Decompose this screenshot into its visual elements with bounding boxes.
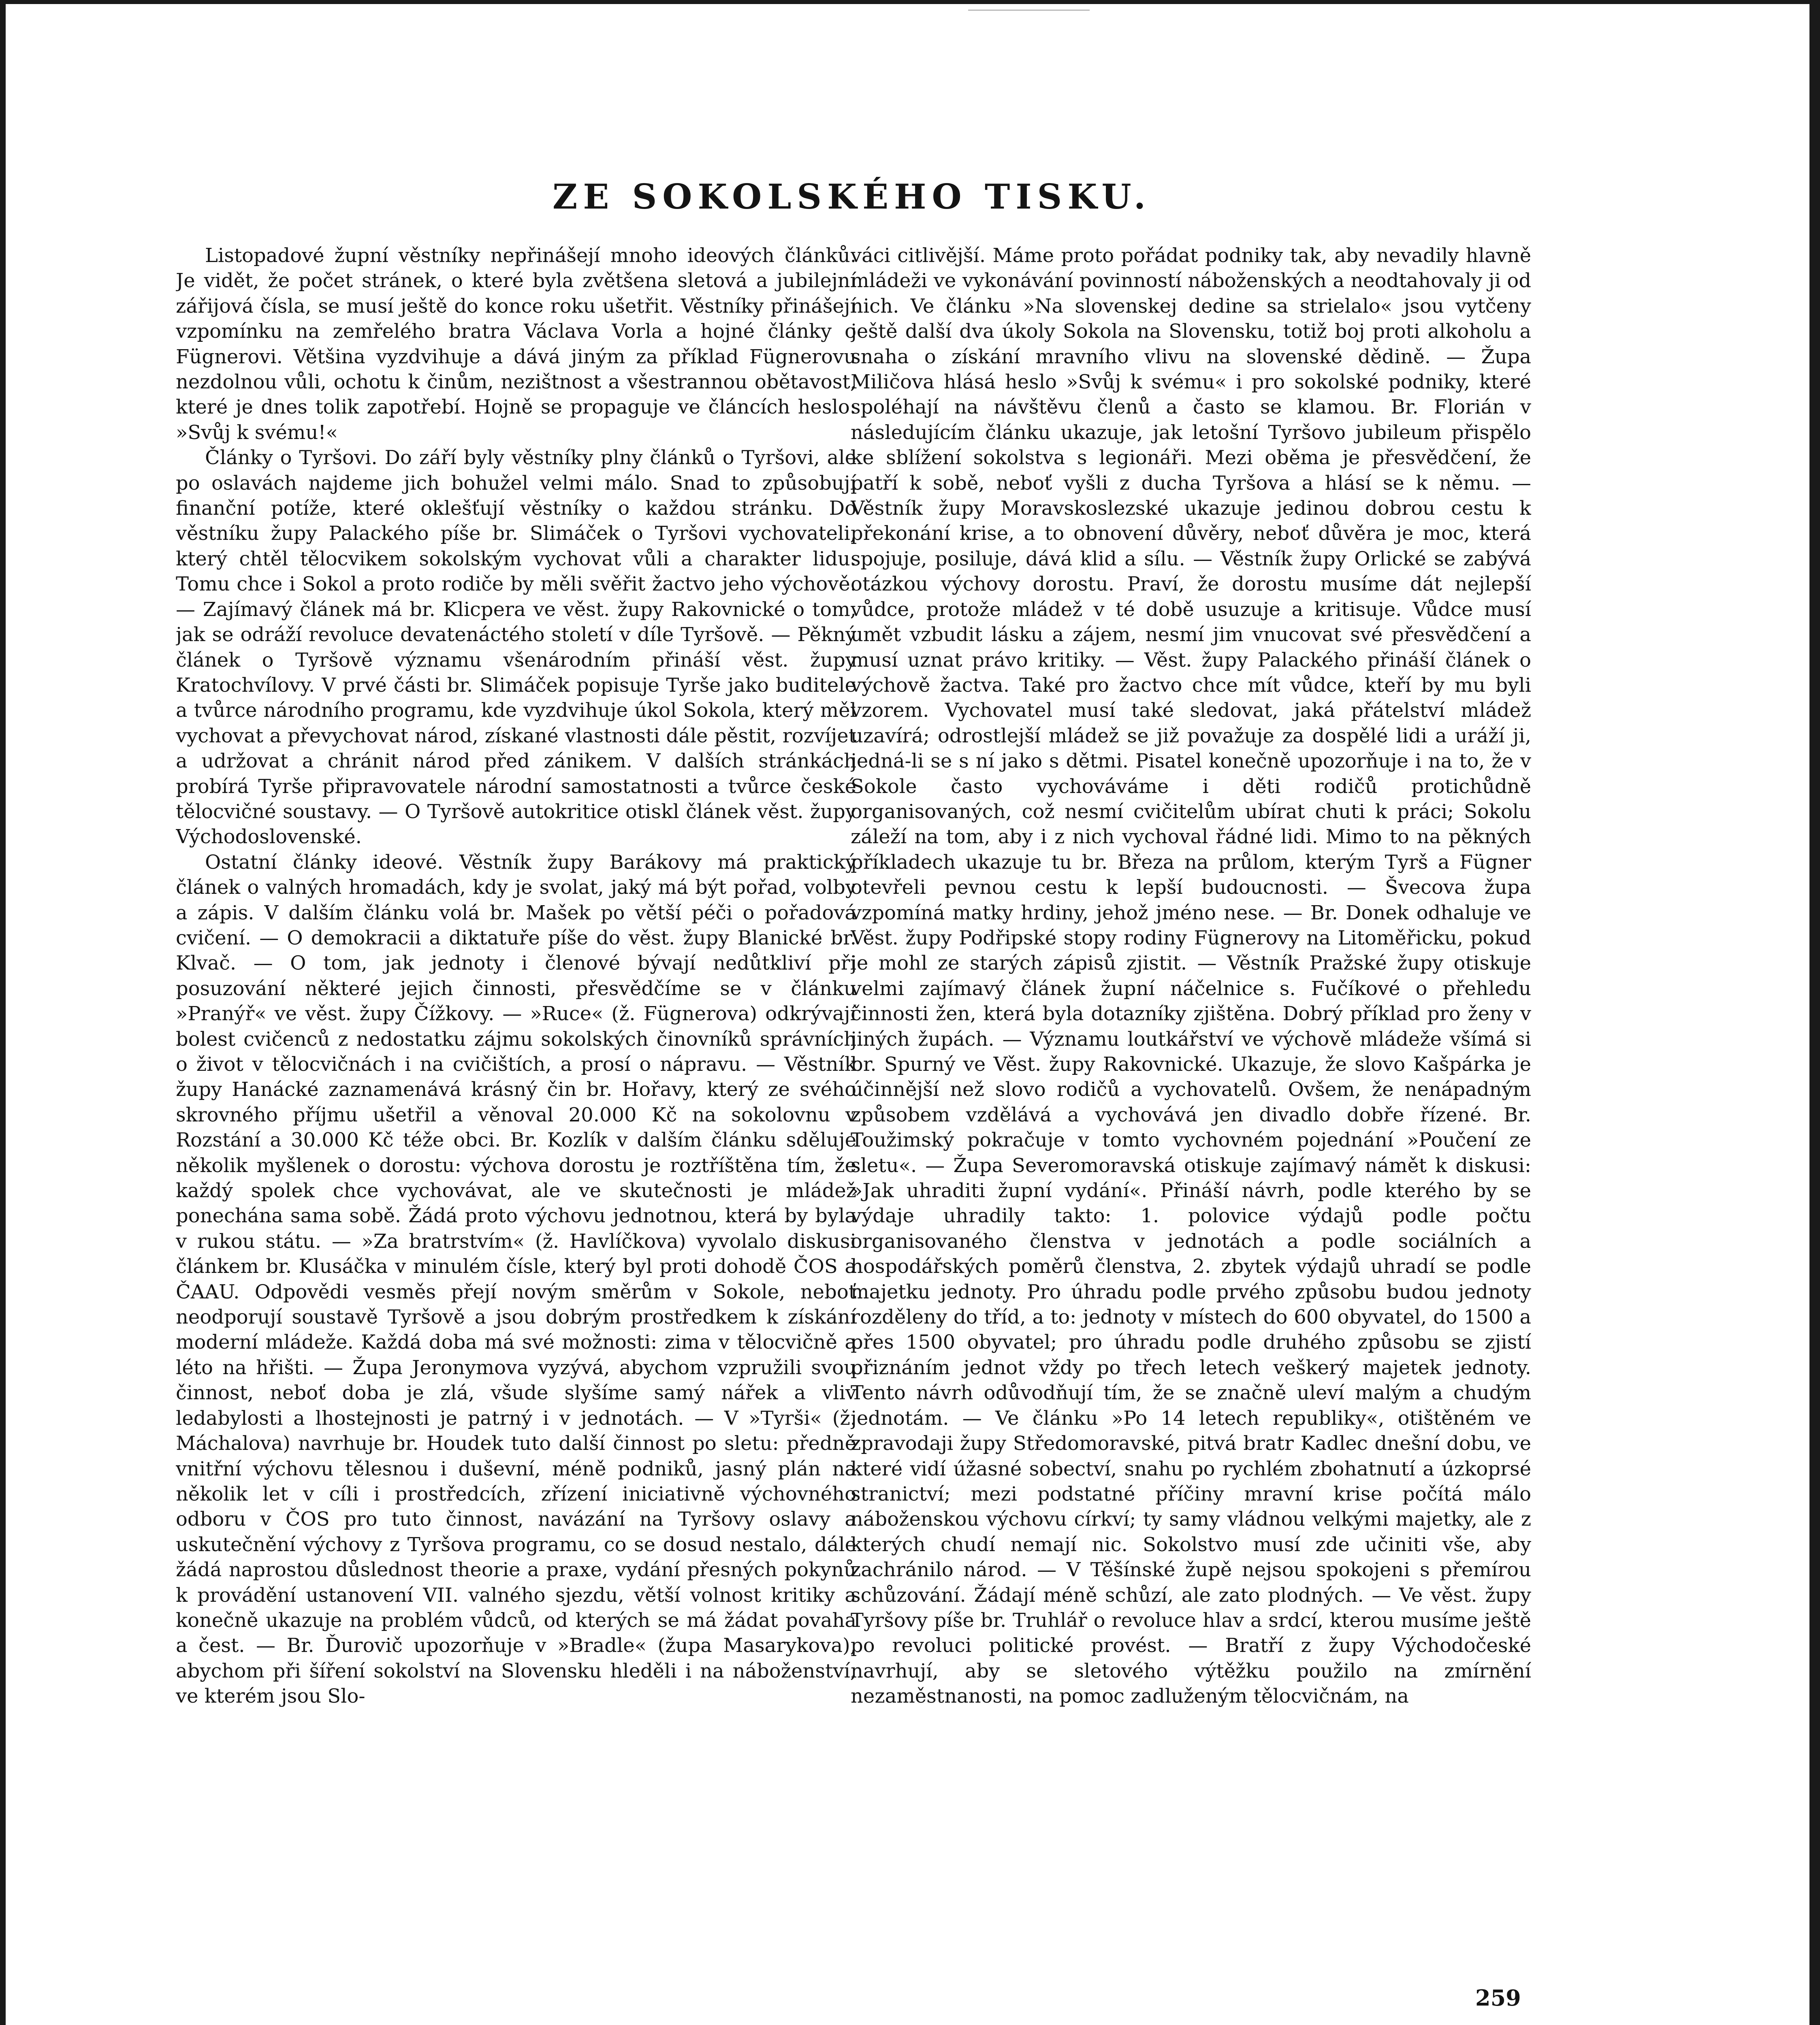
paragraph: Listopadové župní věstníky nepřinášejí mnoho ideových článků. Je vidět, že počet stránek, o které byla zvětšena sletová a jubilejní zářijová čísla, se musí ještě do konce roku ušetřit. Věstníky přinášejí vzpomínku na zemřelého bratra Václava Vorla a hojné články o Fügnerovi. Většina vyzdvihuje a dává jiným za příklad Fügnerovu nezdolnou vůli, ochotu k činům, nezištnost a všestrannou obětavost, které je dnes tolik zapotřebí. Hojně se propaguje ve článcích heslo: »Svůj k svému!« bbox=[176, 244, 856, 444]
left-column bbox=[176, 243, 856, 1968]
paragraph: Články o Tyršovi. Do září byly věstníky plny článků o Tyršovi, ale po oslavách najdeme jich bohužel velmi málo. Snad to způsobují finanční potíže, které oklešťují věstníky o každou stránku. Do věstníku župy Palackého píše br. Slimáček o Tyršovi vychovateli, který chtěl tělocvikem sokolským vychovat vůli a charakter lidu. Tomu chce i Sokol a proto rodiče by měli svěřit žactvo jeho výchově. — Zajímavý článek má br. Klicpera ve věst. župy Rakovnické o tom, jak se odráží revoluce devatenáctého století v díle Tyršově. — Pěkný článek o Tyršově významu všenárodním přináší věst. župy Kratochvílovy. V prvé části br. Slimáček popisuje Tyrše jako buditele a tvůrce národního programu, kde vyzdvihuje úkol Sokola, který měl vychovat a převychovat národ, získané vlastnosti dále pěstit, rozvíjet a udržovat a chránit národ před zánikem. V dalších stránkách probírá Tyrše připravovatele národní samostatnosti a tvůrce české tělocvičné soustavy. — O Tyršově autokritice otiskl článek věst. župy Východoslovenské. bbox=[176, 446, 856, 848]
page-number: 259 bbox=[1475, 1985, 1521, 2011]
paragraph: Ostatní články ideové. Věstník župy Barákovy má praktický článek o valných hromadách, kdy je svolat, jaký má být pořad, volby a zápis. V dalším článku volá br. Mašek po větší péči o pořadová cvičení. — O demokracii a diktatuře píše do věst. župy Blanické br. Klvač. — O tom, jak jednoty i členové bývají nedůtkliví při posuzování některé jejich činnosti, přesvědčíme se v článku »Pranýř« ve věst. župy Čížkovy. — »Ruce« (ž. Fügnerova) odkrývají bolest cvičenců z nedostatku zájmu sokolských činovníků správních o život v tělocvičnách i na cvičištích, a prosí o nápravu. — Věstník župy Hanácké zaznamenává krásný čin br. Hořavy, který ze svého skrovného příjmu ušetřil a věnoval 20.000 Kč na sokolovnu v Rozstání a 30.000 Kč téže obci. Br. Kozlík v dalším článku sděluje několik myšlenek o dorostu: výchova dorostu je roztříštěna tím, že každý spolek chce vychovávat, ale ve skutečnosti je mládež ponechána sama sobě. Žádá proto výchovu jednotnou, která by byla v rukou státu. — »Za bratrstvím« (ž. Havlíčkova) vyvolalo diskusi článkem br. Klusáčka v minulém čísle, který byl proti dohodě ČOS a ČAAU. Odpovědi vesměs přejí novým směrům v Sokole, neboť neodporují soustavě Tyršově a jsou dobrým prostředkem k získání moderní mládeže. Každá doba má své možnosti: zima v tělocvičně a léto na hřišti. — Župa Jeronymova vyzývá, abychom vzpružili svou činnost, neboť doba je zlá, všude slyšíme samý nářek a vliv ledabylosti a lhostejnosti je patrný i v jednotách. — V »Tyrši« (ž. Máchalova) navrhuje br. Houdek tuto další činnost po sletu: předně vnitřní výchovu tělesnou i duševní, méně podniků, jasný plán na několik let v cíli i prostředcích, zřízení iniciativně výchovného odboru v ČOS pro tuto činnost, navázání na Tyršovy oslavy a uskutečnění výchovy z Tyršova programu, co se dosud nestalo, dále žádá naprostou důslednost theorie a praxe, vydání přesných pokynů k provádění ustanovení VII. valného sjezdu, větší volnost kritiky a konečně ukazuje na problém vůdců, od kterých se má žádat povaha a čest. — Br. Ďurovič upozorňuje v »Bradle« (župa Masarykova), abychom při šíření sokolství na Slovensku hleděli i na náboženství, ve kterém jsou Slo- bbox=[176, 850, 856, 1708]
scan-mark bbox=[968, 10, 1090, 19]
page-title: ZE SOKOLSKÉHO TISKU. bbox=[553, 177, 1152, 217]
right-column bbox=[851, 243, 1531, 1968]
paragraph: váci citlivější. Máme proto pořádat podniky tak, aby nevadily hlavně mládeži ve vykonávání povinností náboženských a neodtahovaly ji od nich. Ve článku »Na slovenskej dedine sa strielalo« jsou vytčeny ještě další dva úkoly Sokola na Slovensku, totiž boj proti alkoholu a snaha o získání mravního vlivu na slovenské dědině. — Župa Miličova hlásá heslo »Svůj k svému« i pro sokolské podniky, které spoléhají na návštěvu členů a často se klamou. Br. Florián v následujícím článku ukazuje, jak letošní Tyršovo jubileum přispělo ke sblížení sokolstva s legionáři. Mezi oběma je přesvědčení, že patří k sobě, neboť vyšli z ducha Tyršova a hlásí se k němu. — Věstník župy Moravskoslezské ukazuje jedinou dobrou cestu k překonání krise, a to obnovení důvěry, neboť důvěra je moc, která spojuje, posiluje, dává klid a sílu. — Věstník župy Orlické se zabývá otázkou výchovy dorostu. Praví, že dorostu musíme dát nejlepší vůdce, protože mládež v té době usuzuje a kritisuje. Vůdce musí umět vzbudit lásku a zájem, nesmí jim vnucovat své přesvědčení a musí uznat právo kritiky. — Věst. župy Palackého přináší článek o výchově žactva. Také pro žactvo chce mít vůdce, kteří by mu byli vzorem. Vychovatel musí také sledovat, jaká přátelství mládež uzavírá; odrostlejší mládež se již považuje za dospělé lidi a uráží ji, jedná-li se s ní jako s dětmi. Pisatel konečně upozorňuje i na to, že v Sokole často vychováváme i děti rodičů protichůdně organisovaných, což nesmí cvičitelům ubírat chuti k práci; Sokolu záleží na tom, aby i z nich vychoval řádné lidi. Mimo to na pěkných příkladech ukazuje tu br. Březa na průlom, kterým Tyrš a Fügner otevřeli pevnou cestu k lepší budoucnosti. — Švecova župa vzpomíná matky hrdiny, jehož jméno nese. — Br. Donek odhaluje ve Věst. župy Podřipské stopy rodiny Fügnerovy na Litoměřicku, pokud je mohl ze starých zápisů zjistit. — Věstník Pražské župy otiskuje velmi zajímavý článek župní náčelnice s. Fučíkové o přehledu činnosti žen, která byla dotazníky zjištěna. Dobrý příklad pro ženy v jiných župách. — Významu loutkářství ve výchově mládeže všímá si br. Spurný ve Věst. župy Rakovnické. Ukazuje, že slovo Kašpárka je účinnější než slovo rodičů a vychovatelů. Ovšem, že nenápadným způsobem vzdělává a vychovává jen divadlo dobře řízené. Br. Toužimský pokračuje v tomto vychovném pojednání »Poučení ze sletu«. — Župa Severomoravská otiskuje zajímavý námět k diskusi: »Jak uhraditi župní vydání«. Přináší návrh, podle kterého by se výdaje uhradily takto: 1. polovice výdajů podle počtu organisovaného členstva v jednotách a podle sociálních a hospodářských poměrů členstva, 2. zbytek výdajů uhradí se podle majetku jednoty. Pro úhradu podle prvého způsobu budou jednoty rozděleny do tříd, a to: jednoty v místech do 600 obyvatel, do 1500 a přes 1500 obyvatel; pro úhradu podle druhého způsobu se zjistí přiznáním jednot vždy po třech letech veškerý majetek jednoty. Tento návrh odůvodňují tím, že se značně uleví malým a chudým jednotám. — Ve článku »Po 14 letech republiky«, otištěném ve zpravodaji župy Středomoravské, pitvá bratr Kadlec dnešní dobu, ve které vidí úžasné sobectví, snahu po rychlém zbohatnutí a úzkoprsé stranictví; mezi podstatné příčiny mravní krise počítá málo náboženskou výchovu církví; ty samy vládnou velkými majetky, ale z kterých chudí nemají nic. Sokolstvo musí zde učiniti vše, aby zachránilo národ. — V Těšínské župě nejsou spokojeni s přemírou schůzování. Žádají méně schůzí, ale zato plodných. — Ve věst. župy Tyršovy píše br. Truhlář o revoluce hlav a srdcí, kterou musíme ještě po revoluci politické provést. — Bratří z župy Východočeské navrhují, aby se sletového výtěžku použilo na zmírnění nezaměstnanosti, na pomoc zadluženým tělocvičnám, na bbox=[851, 244, 1531, 1708]
